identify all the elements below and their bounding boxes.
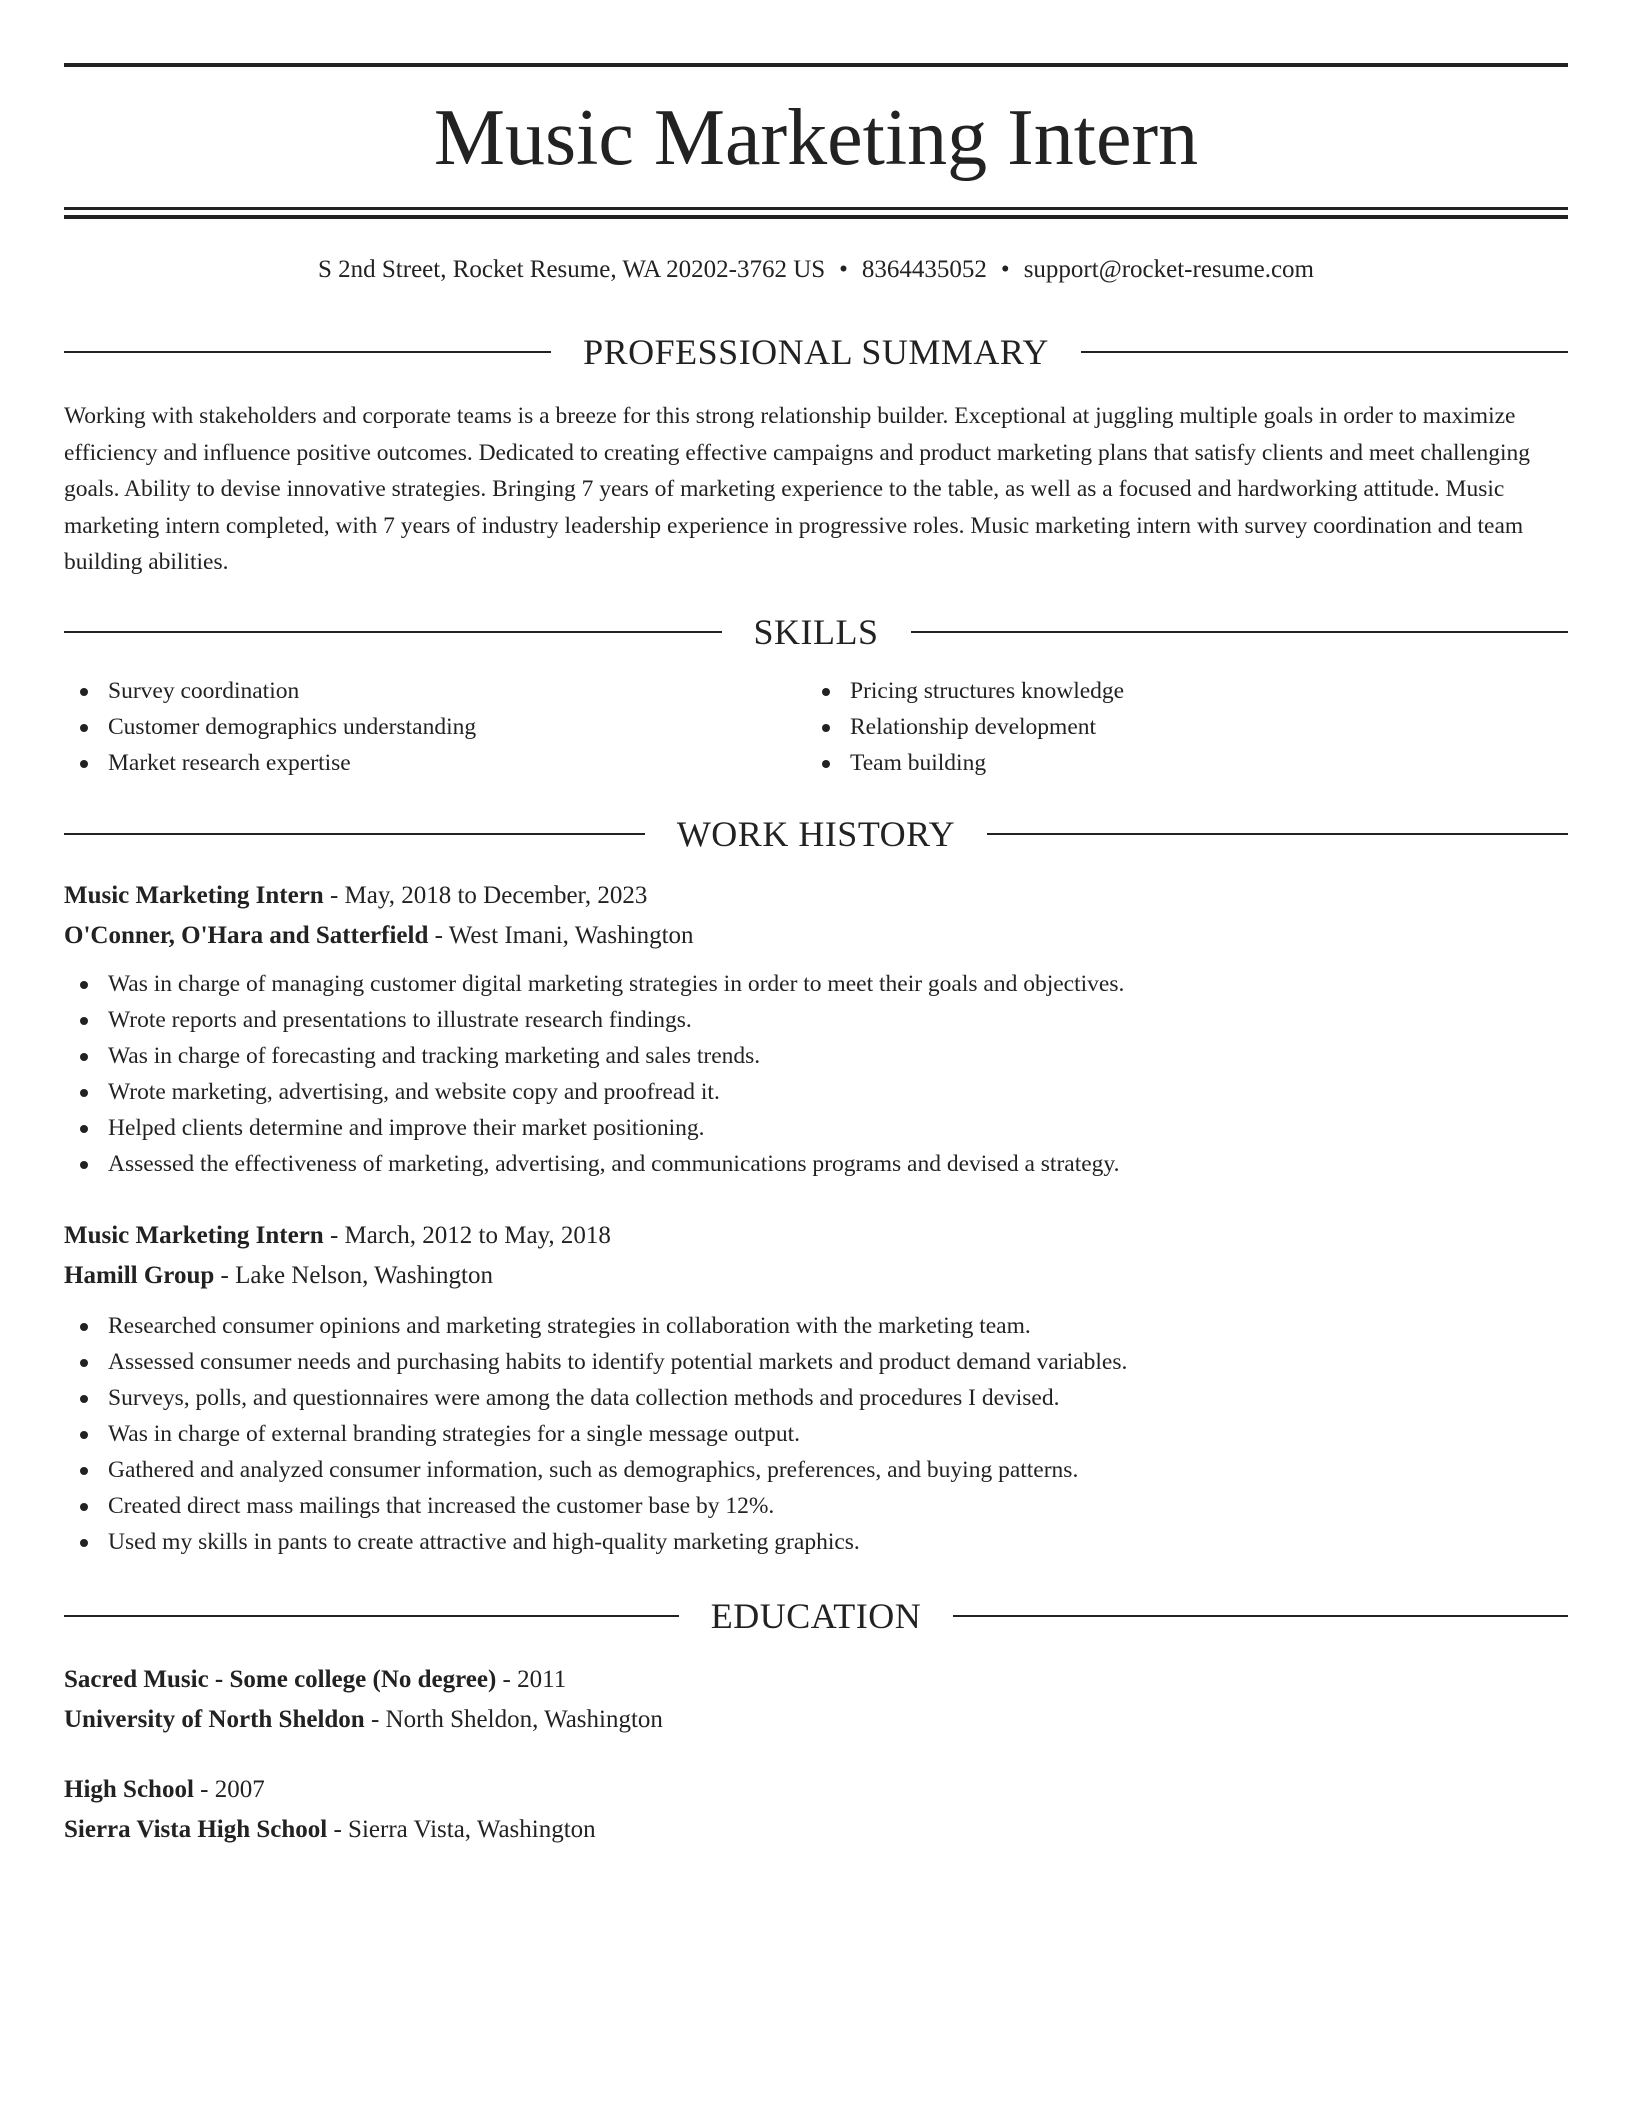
education-school-line [64,1810,1568,1850]
job-duty: Was in charge of forecasting and tracking marketing and sales trends. [64,1038,1568,1074]
education-degree-line [64,1770,1568,1810]
job-company-line [64,1256,1568,1296]
job-duty: Was in charge of external branding strategies for a single message output. [64,1416,1568,1452]
job-location: - Lake Nelson, Washington [214,1262,493,1289]
job-title-line [64,876,1568,916]
job-duty: Wrote marketing, advertising, and website copy and proofread it. [64,1074,1568,1110]
job-dates: - May, 2018 to December, 2023 [323,882,648,909]
heading-rule-left [64,631,722,633]
job-title-line [64,1216,1568,1256]
job-duty: Used my skills in pants to create attractive and high-quality marketing graphics. [64,1524,1568,1560]
heading-rule-right [953,1615,1568,1617]
education-location: - Sierra Vista, Washington [327,1816,596,1843]
job-duty: Wrote reports and presentations to illustrate research findings. [64,1002,1568,1038]
heading-rule-left [64,351,551,353]
contact-separator: • [1000,256,1010,283]
job-title: Music Marketing Intern [64,882,324,909]
education-degree: High School [64,1776,194,1803]
section-title: WORK HISTORY [676,814,956,854]
job-duty: Researched consumer opinions and marketing strategies in collaboration with the marketing team. [64,1308,1568,1344]
education-location: - North Sheldon, Washington [364,1706,663,1733]
skill-item: Customer demographics understanding [64,709,806,745]
section-heading-skills [64,610,1568,654]
education-year: - 2007 [193,1776,265,1803]
heading-rule-left [64,833,645,835]
job-location: - West Imani, Washington [428,922,694,949]
job-dates: - March, 2012 to May, 2018 [323,1222,611,1249]
skill-item: Market research expertise [64,745,806,781]
education-year: - 2011 [496,1666,567,1693]
job-duties [64,966,1568,1182]
job-duty: Helped clients determine and improve their market positioning. [64,1110,1568,1146]
contact-phone: 8364435052 [861,256,987,283]
skills-list [64,673,1568,781]
job-duty: Created direct mass mailings that increased the customer base by 12%. [64,1488,1568,1524]
header-bottom-rule-second [64,215,1568,219]
summary-text: Working with stakeholders and corporate teams is a breeze for this strong relationship builder. Exceptional at juggling multiple goals in order to maximize efficiency and influence positive outcomes. Dedicated to creating effective campaigns and product marketing plans that satisfy clients and meet challenging goals. Ability to devise innovative strategies. Bringing 7 years of marketing experience to the table, as well as a focused and hardworking attitude. Music marketing intern completed, with 7 years of industry leadership experience in progressive roles. Music marketing intern with survey coordination and team building abilities. [64,403,1531,575]
section-heading-summary [64,330,1568,374]
skill-item: Team building [806,745,1548,781]
skill-item: Pricing structures knowledge [806,673,1548,709]
job-duty: Assessed the effectiveness of marketing, advertising, and communications programs and devised a strategy. [64,1146,1568,1182]
skills-column-right [806,673,1548,781]
job-title: Music Marketing Intern [64,1222,324,1249]
job-duty: Assessed consumer needs and purchasing habits to identify potential markets and product demand variables. [64,1344,1568,1380]
section-heading-work [64,812,1568,856]
education-entry [64,1660,1568,1740]
section-heading-education [64,1594,1568,1638]
education-school-line [64,1700,1568,1740]
skills-column-left [64,673,806,781]
section-title: EDUCATION [710,1596,922,1636]
section-title: PROFESSIONAL SUMMARY [583,332,1049,372]
skill-item: Survey coordination [64,673,806,709]
header-bottom-rule [64,207,1568,210]
heading-rule-left [64,1615,679,1617]
job-duty: Surveys, polls, and questionnaires were among the data collection methods and procedures I devised. [64,1380,1568,1416]
job-entry [64,876,1568,1182]
education-school: Sierra Vista High School [64,1816,328,1843]
header-top-rule [64,63,1568,67]
contact-line [64,252,1568,288]
heading-rule-right [987,833,1568,835]
contact-separator: • [839,256,848,283]
education-degree: Sacred Music - Some college (No degree) [64,1666,497,1693]
job-company: O'Conner, O'Hara and Satterfield [64,922,429,949]
job-entry [64,1216,1568,1560]
education-entry [64,1770,1568,1850]
job-duty: Gathered and analyzed consumer information, such as demographics, preferences, and buying patterns. [64,1452,1568,1488]
heading-rule-right [1081,351,1568,353]
contact-email: support@rocket-resume.com [1023,256,1314,283]
education-degree-line [64,1660,1568,1700]
education-school: University of North Sheldon [64,1706,365,1733]
heading-rule-right [911,631,1569,633]
contact-address: S 2nd Street, Rocket Resume, WA 20202-3762 US [318,256,826,283]
job-duties [64,1308,1568,1560]
job-company: Hamill Group [64,1262,215,1289]
job-duty: Was in charge of managing customer digital marketing strategies in order to meet their goals and objectives. [64,966,1568,1002]
candidate-name: Music Marketing Intern [433,94,1199,182]
job-company-line [64,916,1568,956]
section-title: SKILLS [753,612,879,652]
skill-item: Relationship development [806,709,1548,745]
